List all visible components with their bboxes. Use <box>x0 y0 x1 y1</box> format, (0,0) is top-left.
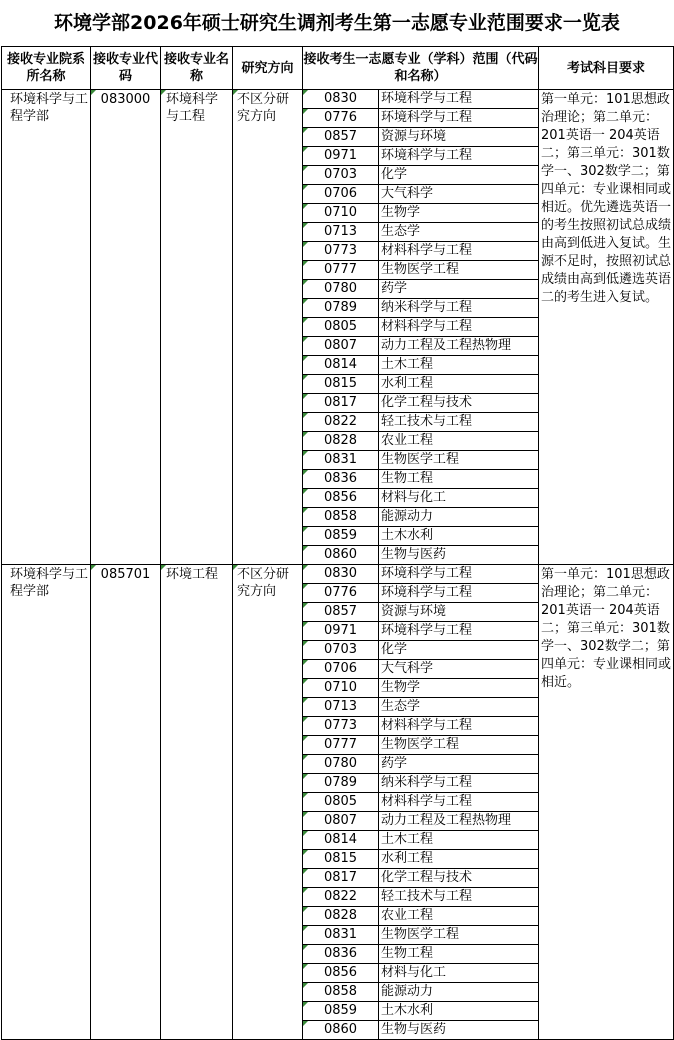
subject-code-cell <box>303 622 379 641</box>
subject-name: 环境科学与工程 <box>379 147 539 166</box>
subject-code-cell <box>303 204 379 223</box>
subject-code-cell <box>303 356 379 375</box>
subject-code-cell <box>303 983 379 1002</box>
cell-marker-icon <box>303 945 308 950</box>
subject-code: 0828 <box>323 433 358 448</box>
cell-marker-icon <box>303 299 308 304</box>
subject-code: 0773 <box>323 243 358 258</box>
major-code-cell <box>91 90 161 565</box>
page-title: 环境学部2026年硕士研究生调剂考生第一志愿专业范围要求一览表 <box>54 12 620 34</box>
cell-marker-icon <box>303 337 308 342</box>
cell-marker-icon <box>303 147 308 152</box>
college-cell-text: 环境科学与工程学部 <box>10 567 89 599</box>
cell-marker-icon <box>303 375 308 380</box>
subject-code: 0776 <box>323 110 358 125</box>
cell-marker-icon <box>91 565 96 570</box>
subject-code: 0858 <box>323 984 358 999</box>
subject-name: 化学 <box>379 641 539 660</box>
subject-code: 0830 <box>323 566 358 581</box>
subject-code-cell <box>303 926 379 945</box>
header-scope: 接收考生一志愿专业（学科）范围（代码和名称） <box>303 47 539 90</box>
cell-marker-icon <box>161 90 166 95</box>
cell-marker-icon <box>303 964 308 969</box>
subject-name: 环境科学与工程 <box>379 584 539 603</box>
subject-code: 0828 <box>323 908 358 923</box>
cell-marker-icon <box>303 166 308 171</box>
header-direction: 研究方向 <box>233 47 303 90</box>
cell-marker-icon <box>303 736 308 741</box>
subject-name: 药学 <box>379 755 539 774</box>
subject-code: 0814 <box>323 832 358 847</box>
cell-marker-icon <box>303 1021 308 1026</box>
cell-marker-icon <box>303 888 308 893</box>
subject-code: 0777 <box>323 262 358 277</box>
subject-name: 资源与环境 <box>379 603 539 622</box>
subject-code-cell <box>303 964 379 983</box>
subject-code: 0710 <box>323 205 358 220</box>
subject-code-cell <box>303 1021 379 1040</box>
subject-name: 土木水利 <box>379 527 539 546</box>
subject-code: 0713 <box>323 699 358 714</box>
cell-marker-icon <box>303 584 308 589</box>
cell-marker-icon <box>303 90 308 95</box>
subject-name: 材料与化工 <box>379 964 539 983</box>
cell-marker-icon <box>303 451 308 456</box>
cell-marker-icon <box>303 527 308 532</box>
subject-name: 生物工程 <box>379 945 539 964</box>
exam-requirements-cell: 第一单元：101思想政治理论；第二单元：201英语一 204英语二；第三单元：301数学一、302数学二；第四单元：专业课相同或相近。优先遴选英语一的考生按照初试总成绩由高到低进入复试。生源不足时，按照初试总成绩由高到低遴选英语二的考生进入复试。 <box>539 90 674 565</box>
subject-code: 0857 <box>323 129 358 144</box>
header-major-code: 接收专业代码 <box>91 47 161 90</box>
cell-marker-icon <box>303 603 308 608</box>
major-code-cell-text: 083000 <box>100 92 151 107</box>
subject-code: 0713 <box>323 224 358 239</box>
subject-name: 生物医学工程 <box>379 736 539 755</box>
subject-name: 生物与医药 <box>379 546 539 565</box>
subject-code-cell <box>303 850 379 869</box>
exam-requirements-cell: 第一单元：101思想政治理论；第二单元：201英语一 204英语二；第三单元：301数学一、302数学二；第四单元：专业课相同或相近。 <box>539 565 674 1040</box>
subject-code: 0859 <box>323 1003 358 1018</box>
subject-code-cell <box>303 508 379 527</box>
subject-code-cell <box>303 375 379 394</box>
subject-code: 0831 <box>323 927 358 942</box>
subject-code-cell <box>303 90 379 109</box>
cell-marker-icon <box>303 774 308 779</box>
subject-code-cell <box>303 394 379 413</box>
subject-code-cell <box>303 774 379 793</box>
subject-code: 0815 <box>323 376 358 391</box>
subject-code-cell <box>303 337 379 356</box>
major-code-cell-text: 085701 <box>100 567 151 582</box>
cell-marker-icon <box>303 831 308 836</box>
cell-marker-icon <box>303 907 308 912</box>
subject-name: 农业工程 <box>379 907 539 926</box>
subject-code: 0703 <box>323 642 358 657</box>
subject-name: 纳米科学与工程 <box>379 774 539 793</box>
subject-code-cell <box>303 128 379 147</box>
subject-code-cell <box>303 451 379 470</box>
major-name-cell <box>161 90 233 565</box>
subject-code: 0836 <box>323 471 358 486</box>
subject-code-cell <box>303 945 379 964</box>
subject-code: 0856 <box>323 490 358 505</box>
subject-name: 生物学 <box>379 204 539 223</box>
cell-marker-icon <box>233 90 238 95</box>
subject-code: 0836 <box>323 946 358 961</box>
cell-marker-icon <box>303 508 308 513</box>
cell-marker-icon <box>303 185 308 190</box>
subject-name: 生物医学工程 <box>379 451 539 470</box>
subject-code-cell <box>303 812 379 831</box>
subject-name: 轻工技术与工程 <box>379 888 539 907</box>
subject-code-cell <box>303 793 379 812</box>
subject-code: 0817 <box>323 395 358 410</box>
subject-name: 化学 <box>379 166 539 185</box>
cell-marker-icon <box>303 1002 308 1007</box>
cell-marker-icon <box>233 565 238 570</box>
subject-code: 0780 <box>323 281 358 296</box>
major-name-cell-text: 环境科学与工程 <box>166 92 219 124</box>
major-name-cell-text: 环境工程 <box>166 567 219 582</box>
subject-name: 农业工程 <box>379 432 539 451</box>
subject-name: 能源动力 <box>379 508 539 527</box>
requirements-table <box>1 46 674 1040</box>
cell-marker-icon <box>303 413 308 418</box>
header-exam: 考试科目要求 <box>539 47 674 90</box>
subject-code-cell <box>303 166 379 185</box>
cell-marker-icon <box>303 470 308 475</box>
subject-name: 大气科学 <box>379 660 539 679</box>
subject-name: 生物工程 <box>379 470 539 489</box>
subject-code: 0830 <box>323 91 358 106</box>
subject-code-cell <box>303 641 379 660</box>
cell-marker-icon <box>303 109 308 114</box>
subject-name: 土木工程 <box>379 356 539 375</box>
subject-name: 资源与环境 <box>379 128 539 147</box>
subject-code: 0831 <box>323 452 358 467</box>
header-college: 接收专业院系所名称 <box>2 47 91 90</box>
college-cell-text: 环境科学与工程学部 <box>10 92 89 124</box>
subject-code-cell <box>303 565 379 584</box>
subject-code: 0777 <box>323 737 358 752</box>
subject-name: 药学 <box>379 280 539 299</box>
subject-name: 动力工程及工程热物理 <box>379 337 539 356</box>
subject-name: 材料科学与工程 <box>379 318 539 337</box>
subject-code: 0807 <box>323 338 358 353</box>
subject-code: 0815 <box>323 851 358 866</box>
cell-marker-icon <box>303 660 308 665</box>
subject-code-cell <box>303 242 379 261</box>
subject-name: 纳米科学与工程 <box>379 299 539 318</box>
subject-name: 化学工程与技术 <box>379 394 539 413</box>
subject-code: 0822 <box>323 889 358 904</box>
major-code-cell <box>91 565 161 1040</box>
cell-marker-icon <box>303 261 308 266</box>
subject-name: 材料科学与工程 <box>379 717 539 736</box>
subject-code-cell <box>303 470 379 489</box>
subject-code: 0860 <box>323 1022 358 1037</box>
cell-marker-icon <box>303 641 308 646</box>
subject-code: 0706 <box>323 186 358 201</box>
college-cell <box>2 565 91 1040</box>
subject-name: 环境科学与工程 <box>379 109 539 128</box>
subject-code-cell <box>303 679 379 698</box>
cell-marker-icon <box>303 850 308 855</box>
subject-code-cell <box>303 280 379 299</box>
subject-code-cell <box>303 546 379 565</box>
subject-code: 0789 <box>323 775 358 790</box>
cell-marker-icon <box>303 223 308 228</box>
subject-code-cell <box>303 185 379 204</box>
cell-marker-icon <box>303 394 308 399</box>
cell-marker-icon <box>303 356 308 361</box>
subject-name: 能源动力 <box>379 983 539 1002</box>
subject-code-cell <box>303 1002 379 1021</box>
subject-code: 0860 <box>323 547 358 562</box>
direction-cell-text: 不区分研究方向 <box>237 567 290 599</box>
cell-marker-icon <box>303 926 308 931</box>
subject-name: 土木水利 <box>379 1002 539 1021</box>
cell-marker-icon <box>303 318 308 323</box>
subject-name: 环境科学与工程 <box>379 90 539 109</box>
subject-code-cell <box>303 736 379 755</box>
subject-code: 0706 <box>323 661 358 676</box>
subject-code: 0814 <box>323 357 358 372</box>
cell-marker-icon <box>303 717 308 722</box>
subject-code-cell <box>303 869 379 888</box>
subject-code: 0971 <box>323 148 358 163</box>
subject-code: 0857 <box>323 604 358 619</box>
subject-name: 生态学 <box>379 698 539 717</box>
subject-name: 水利工程 <box>379 850 539 869</box>
subject-code-cell <box>303 907 379 926</box>
subject-name: 化学工程与技术 <box>379 869 539 888</box>
subject-code: 0773 <box>323 718 358 733</box>
subject-code: 0858 <box>323 509 358 524</box>
cell-marker-icon <box>303 280 308 285</box>
subject-name: 生态学 <box>379 223 539 242</box>
subject-code: 0805 <box>323 319 358 334</box>
subject-code-cell <box>303 318 379 337</box>
cell-marker-icon <box>303 755 308 760</box>
subject-name: 生物学 <box>379 679 539 698</box>
header-row <box>2 47 674 90</box>
subject-name: 生物医学工程 <box>379 926 539 945</box>
subject-code: 0856 <box>323 965 358 980</box>
subject-code-cell <box>303 147 379 166</box>
subject-name: 大气科学 <box>379 185 539 204</box>
subject-code-cell <box>303 223 379 242</box>
cell-marker-icon <box>303 546 308 551</box>
cell-marker-icon <box>303 432 308 437</box>
direction-cell <box>233 565 303 1040</box>
subject-code-cell <box>303 888 379 907</box>
subject-code: 0710 <box>323 680 358 695</box>
subject-code-cell <box>303 717 379 736</box>
subject-code-cell <box>303 603 379 622</box>
subject-name: 水利工程 <box>379 375 539 394</box>
subject-code-cell <box>303 432 379 451</box>
cell-marker-icon <box>161 565 166 570</box>
direction-cell-text: 不区分研究方向 <box>237 92 290 124</box>
subject-code-cell <box>303 698 379 717</box>
cell-marker-icon <box>303 679 308 684</box>
cell-marker-icon <box>303 565 308 570</box>
subject-name: 动力工程及工程热物理 <box>379 812 539 831</box>
subject-code-cell <box>303 299 379 318</box>
cell-marker-icon <box>303 812 308 817</box>
cell-marker-icon <box>303 204 308 209</box>
table-row <box>2 90 674 109</box>
subject-name: 环境科学与工程 <box>379 565 539 584</box>
subject-name: 材料科学与工程 <box>379 242 539 261</box>
cell-marker-icon <box>303 489 308 494</box>
subject-code: 0971 <box>323 623 358 638</box>
subject-code: 0703 <box>323 167 358 182</box>
subject-name: 材料与化工 <box>379 489 539 508</box>
subject-code: 0859 <box>323 528 358 543</box>
major-name-cell <box>161 565 233 1040</box>
subject-code: 0807 <box>323 813 358 828</box>
cell-marker-icon <box>303 793 308 798</box>
subject-code-cell <box>303 261 379 280</box>
college-cell <box>2 90 91 565</box>
subject-name: 土木工程 <box>379 831 539 850</box>
header-major-name: 接收专业名称 <box>161 47 233 90</box>
subject-name: 材料科学与工程 <box>379 793 539 812</box>
subject-code-cell <box>303 413 379 432</box>
subject-code-cell <box>303 831 379 850</box>
table-row <box>2 565 674 584</box>
subject-code-cell <box>303 489 379 508</box>
subject-name: 环境科学与工程 <box>379 622 539 641</box>
subject-code-cell <box>303 527 379 546</box>
cell-marker-icon <box>303 622 308 627</box>
subject-code: 0817 <box>323 870 358 885</box>
subject-code-cell <box>303 584 379 603</box>
subject-name: 生物与医药 <box>379 1021 539 1040</box>
direction-cell <box>233 90 303 565</box>
cell-marker-icon <box>303 698 308 703</box>
cell-marker-icon <box>303 242 308 247</box>
subject-code-cell <box>303 109 379 128</box>
subject-code: 0805 <box>323 794 358 809</box>
cell-marker-icon <box>303 128 308 133</box>
cell-marker-icon <box>303 983 308 988</box>
cell-marker-icon <box>91 90 96 95</box>
subject-code: 0789 <box>323 300 358 315</box>
subject-code-cell <box>303 660 379 679</box>
subject-code: 0776 <box>323 585 358 600</box>
cell-marker-icon <box>303 869 308 874</box>
subject-code: 0780 <box>323 756 358 771</box>
subject-name: 生物医学工程 <box>379 261 539 280</box>
subject-code: 0822 <box>323 414 358 429</box>
subject-code-cell <box>303 755 379 774</box>
subject-name: 轻工技术与工程 <box>379 413 539 432</box>
